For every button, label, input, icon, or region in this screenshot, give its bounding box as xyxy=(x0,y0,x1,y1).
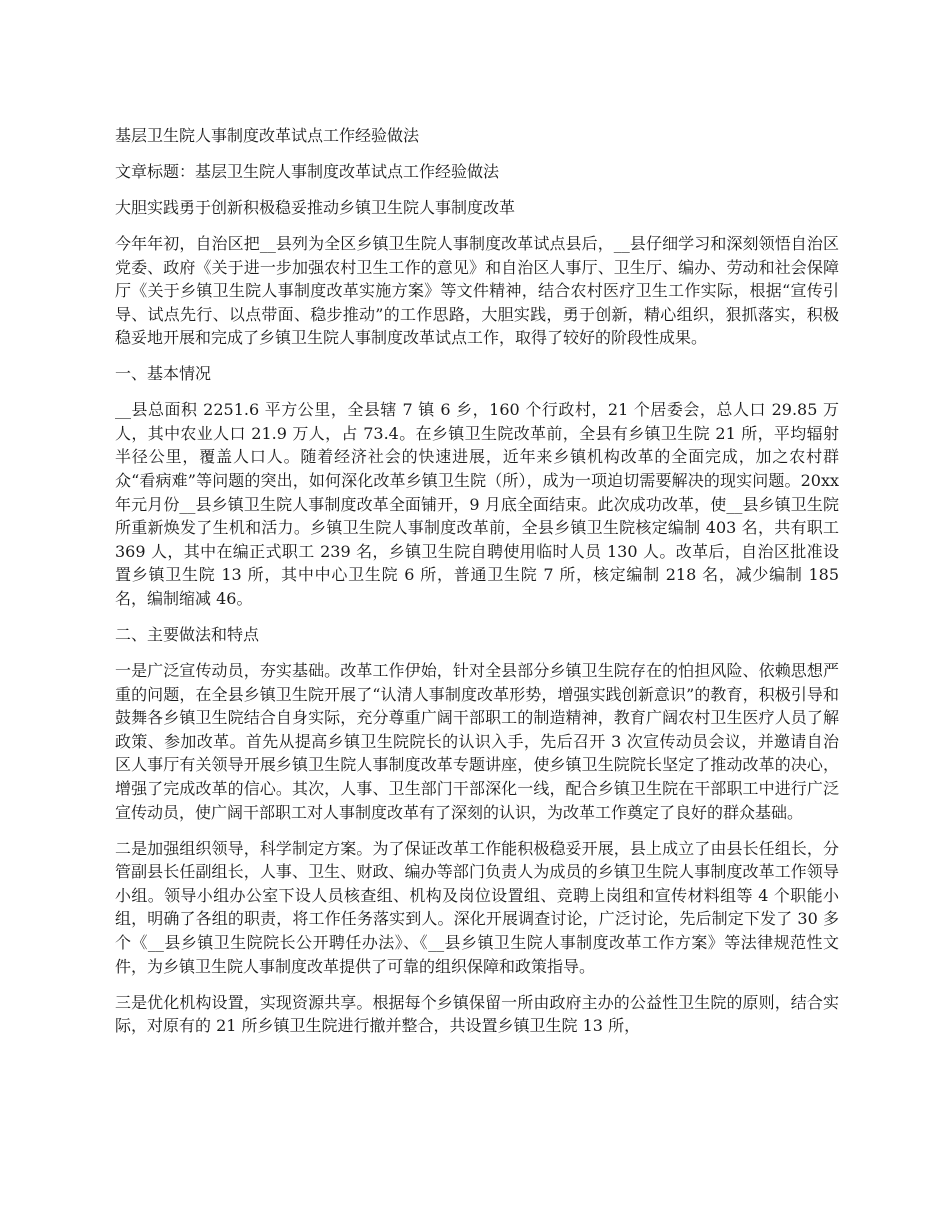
method-paragraph-3: 三是优化机构设置，实现资源共享。根据每个乡镇保留一所由政府主办的公益性卫生院的原则，结合实际，对原有的 21 所乡镇卫生院进行撤并整合，共设置乡镇卫生院 13 所， xyxy=(115,992,839,1036)
document-subtitle: 大胆实践勇于创新积极稳妥推动乡镇卫生院人事制度改革 xyxy=(115,197,516,217)
section-heading-methods: 二、主要做法和特点 xyxy=(115,625,260,645)
method-paragraph-2: 二是加强组织领导，科学制定方案。为了保证改革工作能积极稳妥开展，县上成立了由县长任组长，分管副县长任副组长，人事、卫生、财政、编办等部门负责人为成员的乡镇卫生院人事制度改革工作领导小组。领导小组办公室下设人员核查组、机构及岗位设置组、竞聘上岗组和宣传材料组等 4 个职能小组，明确了各组的职责，将工作任务落实到人。深化开展调查讨论，广泛讨论，先后制定下发了 30 多个《__县乡镇卫生院院长公开聘任办法》、《__县乡镇卫生院人事制度改革工作方案》等法律规范性文件，为乡镇卫生院人事制度改革提供了可靠的组织保障和政策指导。 xyxy=(115,838,839,976)
article-title: 文章标题：基层卫生院人事制度改革试点工作经验做法 xyxy=(115,161,500,181)
document-page xyxy=(115,124,839,1050)
basic-situation-paragraph: __县总面积 2251.6 平方公里，全县辖 7 镇 6 乡，160 个行政村，21 个居委会，总人口 29.85 万人，其中农业人口 21.9 万人，占 73.4。在乡镇卫生院改革前，全县有乡镇卫生院 21 所，平均辐射半径公里，覆盖人口人。随着经济社会的快速进展，近年来乡镇机构改革的全面完成，加之农村群众“看病难”等问题的突出，如何深化改革乡镇卫生院（所），成为一项迫切需要解决的现实问题。20xx 年元月份__县乡镇卫生院人事制度改革全面铺开，9 月底全面结束。此次成功改革，使__县乡镇卫生院所重新焕发了生机和活力。乡镇卫生院人事制度改革前，全县乡镇卫生院核定编制 403 名，共有职工 369 人，其中在编正式职工 239 名，乡镇卫生院自聘使用临时人员 130 人。改革后，自治区批准设置乡镇卫生院 13 所，其中中心卫生院 6 所，普通卫生院 7 所，核定编制 218 名，减少编制 185 名，编制缩减 46。 xyxy=(115,400,839,609)
method-paragraph-1: 一是广泛宣传动员，夯实基础。改革工作伊始，针对全县部分乡镇卫生院存在的怕担风险、依赖思想严重的问题，在全县乡镇卫生院开展了“认清人事制度改革形势，增强实践创新意识”的教育，积极引导和鼓舞各乡镇卫生院结合自身实际，充分尊重广阔干部职工的制造精神，教育广阔农村卫生医疗人员了解政策、参加改革。首先从提高乡镇卫生院院长的认识入手，先后召开 3 次宣传动员会议，并邀请自治区人事厅有关领导开展乡镇卫生院人事制度改革专题讲座，使乡镇卫生院院长坚定了推动改革的决心，增强了完成改革的信心。其次，人事、卫生部门干部深化一线，配合乡镇卫生院在干部职工中进行广泛宣传动员，使广阔干部职工对人事制度改革有了深刻的认识，为改革工作奠定了良好的群众基础。 xyxy=(115,661,839,822)
document-title: 基层卫生院人事制度改革试点工作经验做法 xyxy=(115,126,420,145)
intro-paragraph: 今年年初，自治区把__县列为全区乡镇卫生院人事制度改革试点县后，__县仔细学习和深刻领悟自治区党委、政府《关于进一步加强农村卫生工作的意见》和自治区人事厅、卫生厅、编办、劳动和社会保障厅《关于乡镇卫生院人事制度改革实施方案》等文件精神，结合农村医疗卫生工作实际，根据“宣传引导、试点先行、以点带面、稳步推动”的工作思路，大胆实践，勇于创新，精心组织，狠抓落实，积极稳妥地开展和完成了乡镇卫生院人事制度改革试点工作，取得了较好的阶段性成果。 xyxy=(115,233,839,348)
section-heading-basic: 一、基本情况 xyxy=(115,364,212,384)
